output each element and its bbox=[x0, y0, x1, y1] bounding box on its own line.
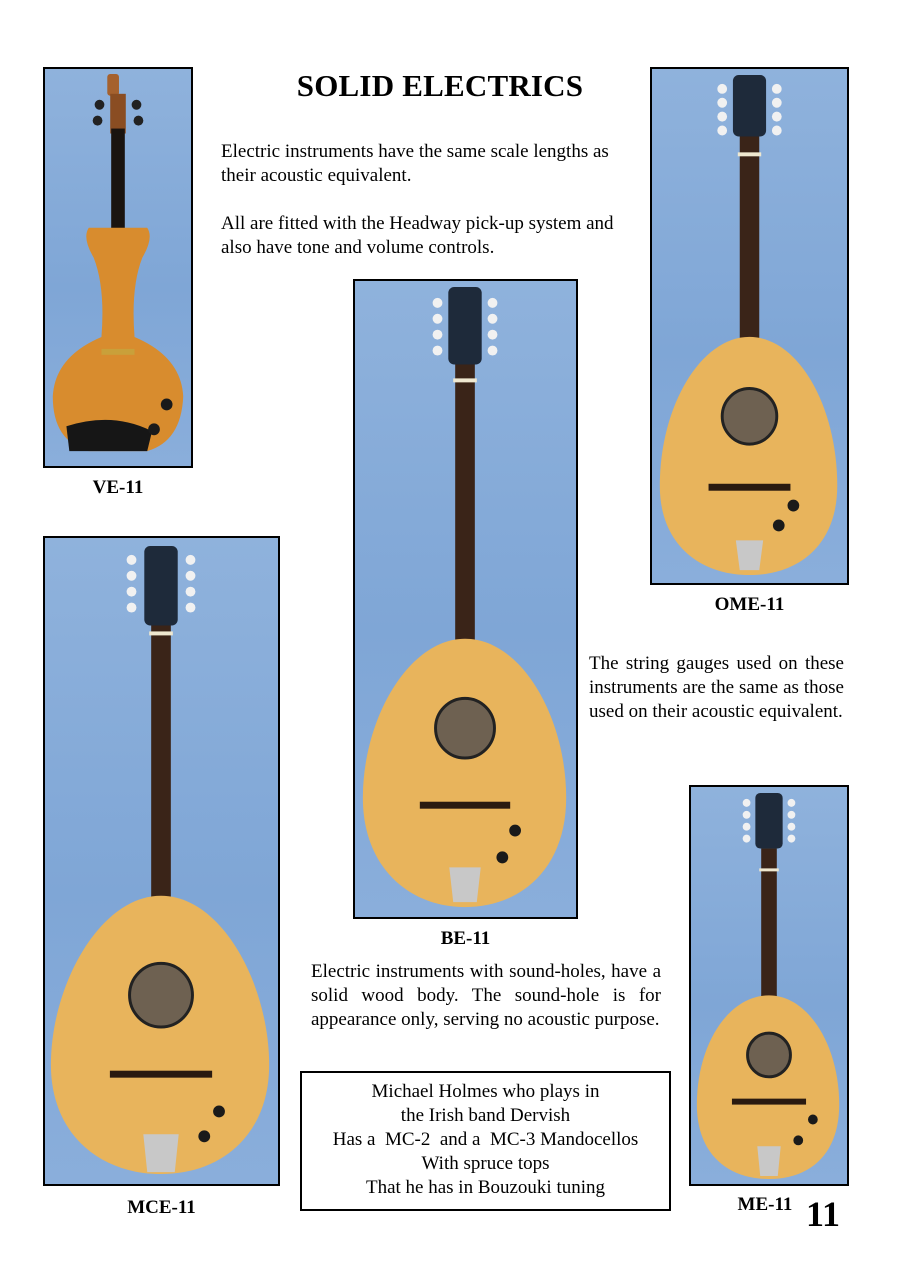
soundhole-paragraph: Electric instruments with sound-holes, have a solid wood body. The sound-hole is for appearance only, serving no acoustic purpose. bbox=[311, 961, 661, 1030]
quote-box bbox=[300, 1071, 671, 1211]
caption-mce-11: MCE-11 bbox=[127, 1197, 196, 1218]
mandolin-be-image bbox=[355, 281, 576, 917]
caption-ome-11: OME-11 bbox=[714, 594, 785, 615]
photo-me-11 bbox=[689, 785, 849, 1186]
intro-paragraph-1: Electric instruments have the same scale lengths as their acoustic equivalent. bbox=[221, 141, 609, 186]
caption-ve-11: VE-11 bbox=[92, 477, 144, 498]
caption-be-11: BE-11 bbox=[440, 928, 491, 949]
photo-be-11 bbox=[353, 279, 578, 919]
quote-line: the Irish band Dervish bbox=[400, 1105, 571, 1126]
quote-line: Has a MC-2 and a MC-3 Mandocellos bbox=[332, 1129, 639, 1150]
page-number: 11 bbox=[806, 1194, 841, 1234]
photo-ome-11 bbox=[650, 67, 849, 585]
page-title: SOLID ELECTRICS bbox=[296, 68, 584, 103]
gauges-paragraph: The string gauges used on these instruments are the same as those used on their acoustic equivalent. bbox=[589, 653, 844, 722]
intro-paragraph-2: All are fitted with the Headway pick-up system and also have tone and volume controls. bbox=[221, 213, 614, 258]
octave-mandolin-image bbox=[652, 69, 847, 583]
quote-line: Michael Holmes who plays in bbox=[371, 1081, 600, 1102]
quote-line: That he has in Bouzouki tuning bbox=[365, 1177, 606, 1198]
violin-image bbox=[45, 69, 191, 466]
mandocello-image bbox=[45, 538, 278, 1184]
photo-mce-11 bbox=[43, 536, 280, 1186]
quote-line: With spruce tops bbox=[421, 1153, 550, 1174]
mandolin-me-image bbox=[691, 787, 847, 1184]
caption-me-11: ME-11 bbox=[737, 1194, 793, 1215]
photo-ve-11 bbox=[43, 67, 193, 468]
